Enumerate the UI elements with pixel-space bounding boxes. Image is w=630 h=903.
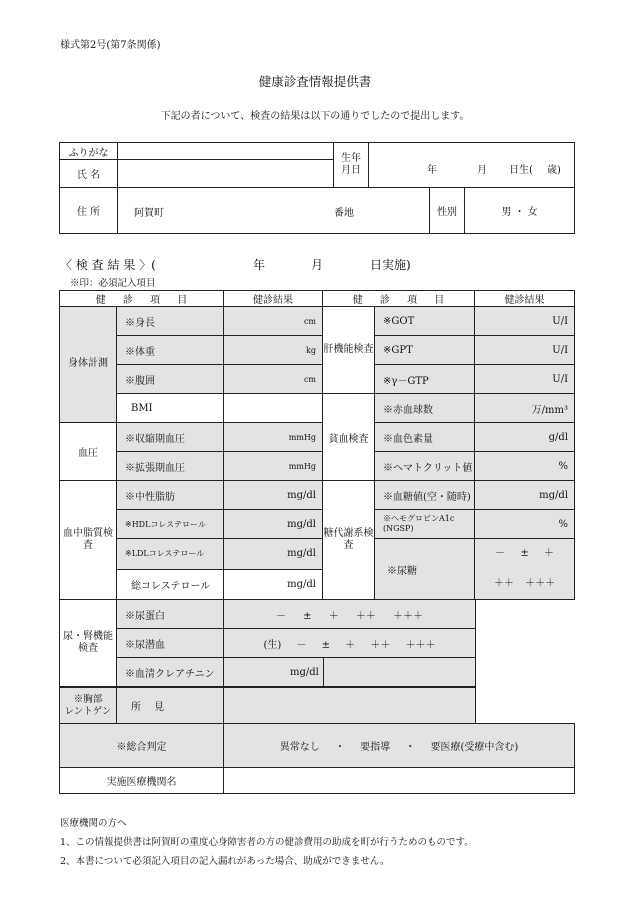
row-got-value[interactable]: U/I (475, 307, 575, 336)
row-tg-label: ※中性脂肪 (117, 481, 224, 510)
row-bmi-label: BMI (117, 394, 224, 423)
row-bmi-value[interactable] (224, 394, 323, 423)
sex-label: 性別 (430, 188, 465, 234)
row-bs-value[interactable]: mg/dl (475, 481, 575, 510)
row-uoccult-label: ※尿潜血 (117, 629, 224, 658)
row-rbc-label: ※赤血球数 (375, 394, 475, 423)
group-kidney: 尿・腎機能検査 (60, 600, 117, 687)
footer-note-2: 2、本書について必須記入項目の記入漏れがあった場合、助成ができません。 (60, 856, 390, 867)
name-field[interactable] (118, 160, 334, 188)
group-lipid: 血中脂質検査 (60, 481, 117, 600)
creat-divider (323, 658, 324, 687)
row-hdl-value[interactable]: mg/dl (224, 510, 323, 539)
results-table (59, 290, 575, 600)
row-waist-label: ※腹囲 (117, 365, 224, 394)
row-ht-label: ※ヘマトクリット値 (375, 452, 475, 481)
xray-table (59, 687, 476, 724)
address-banchi: 番地 (334, 208, 354, 219)
header-result: 健診結果 (224, 291, 323, 307)
address-town: 阿賀町 (134, 208, 164, 219)
row-ht-value[interactable]: % (475, 452, 575, 481)
dob-label: 生年 月日 (334, 143, 369, 188)
address-label: 住 所 (60, 188, 118, 234)
row-usugar-value[interactable]: － ± ＋ ＋＋ ＋＋＋ (475, 539, 575, 600)
row-dbp-label: ※拡張期血圧 (117, 452, 224, 481)
dob-day-label: 日生( (509, 165, 533, 176)
row-ldl-value[interactable]: mg/dl (224, 539, 323, 570)
dob-field[interactable] (369, 143, 575, 188)
header-item-2: 健 診 項 目 (323, 291, 475, 307)
institution-label: 実施医療機関名 (60, 768, 224, 794)
header-result-2: 健診結果 (475, 291, 575, 307)
address-field[interactable] (118, 188, 430, 234)
group-xray: ※胸部 レントゲン (60, 688, 117, 724)
overall-label: ※総合判定 (60, 724, 224, 768)
row-ggtp-value[interactable]: U/I (475, 365, 575, 394)
row-tg-value[interactable]: mg/dl (224, 481, 323, 510)
footer-note-1: 1、この情報提供書は阿賀町の重度心身障害者の方の健診費用の助成を町が行うためのものです。 (60, 837, 474, 848)
sex-options[interactable]: 男 ・ 女 (465, 188, 575, 234)
group-anemia: 貧血検査 (323, 394, 375, 481)
group-glucose: 糖代謝系検査 (323, 481, 375, 600)
row-tchol-label: 総コレステロール (117, 569, 224, 600)
row-uprotein-label: ※尿蛋白 (117, 600, 224, 629)
row-ldl-label: ※LDLコレステロール (117, 539, 224, 570)
page-title: 健康診査情報提供書 (258, 74, 372, 89)
row-uoccult-value[interactable]: (生) － ± ＋ ＋＋ ＋＋＋ (224, 629, 476, 658)
row-height-label: ※身長 (117, 307, 224, 336)
intro-text: 下記の者について、検査の結果は以下の通りでしたので提出します。 (160, 111, 470, 122)
row-hba1c-label: ※ヘモグロビンA1c (NGSP) (375, 510, 475, 539)
row-dbp-value[interactable]: mmHg (224, 452, 323, 481)
row-creat-value[interactable]: mg/dl (224, 658, 476, 687)
row-height-value[interactable]: cm (224, 307, 323, 336)
overall-table (59, 723, 575, 794)
row-weight-label: ※体重 (117, 336, 224, 365)
name-label: 氏 名 (60, 160, 118, 188)
address-table (59, 187, 575, 234)
row-bs-label: ※血糖値(空・随時) (375, 481, 475, 510)
row-uprotein-value[interactable]: － ± ＋ ＋＋ ＋＋＋ (224, 600, 476, 629)
required-note: ※印：必須記入項目 (70, 278, 156, 289)
kidney-table (59, 599, 476, 687)
row-tchol-value[interactable]: mg/dl (224, 569, 323, 600)
furigana-label: ふりがな (60, 143, 118, 160)
furigana-field[interactable] (118, 143, 334, 160)
row-creat-label: ※血清クレアチニン (117, 658, 224, 687)
row-hb-value[interactable]: g/dl (475, 423, 575, 452)
row-xray-label: 所 見 (117, 688, 224, 724)
row-usugar-label: ※尿糖 (375, 539, 475, 600)
row-waist-value[interactable]: cm (224, 365, 323, 394)
personal-info-table (59, 142, 575, 188)
group-liver: 肝機能検査 (323, 307, 375, 394)
row-gpt-label: ※GPT (375, 336, 475, 365)
header-item: 健 診 項 目 (60, 291, 224, 307)
row-sbp-value[interactable]: mmHg (224, 423, 323, 452)
group-bp: 血圧 (60, 423, 117, 481)
dob-month-label: 月 (477, 165, 487, 176)
form-number: 様式第2号(第7条関係) (60, 40, 161, 51)
row-weight-value[interactable]: kg (224, 336, 323, 365)
age-label: 歳) (547, 165, 561, 176)
group-body: 身体計測 (60, 307, 117, 423)
dob-year-label: 年 (427, 165, 437, 176)
footer-to: 医療機関の方へ (60, 818, 127, 829)
row-gpt-value[interactable]: U/I (475, 336, 575, 365)
row-hdl-label: ※HDLコレステロール (117, 510, 224, 539)
row-ggtp-label: ※γ－GTP (375, 365, 475, 394)
results-heading: 〈 検 査 結 果 〉( 年 月 日実施) (60, 258, 411, 272)
row-got-label: ※GOT (375, 307, 475, 336)
row-hba1c-value[interactable]: % (475, 510, 575, 539)
row-rbc-value[interactable]: 万/mm³ (475, 394, 575, 423)
overall-options[interactable]: 異常なし ・ 要指導 ・ 要医療(受療中含む) (224, 724, 575, 768)
row-hb-label: ※血色素量 (375, 423, 475, 452)
institution-field[interactable] (224, 768, 575, 794)
row-sbp-label: ※収縮期血圧 (117, 423, 224, 452)
row-xray-value[interactable] (224, 688, 476, 724)
